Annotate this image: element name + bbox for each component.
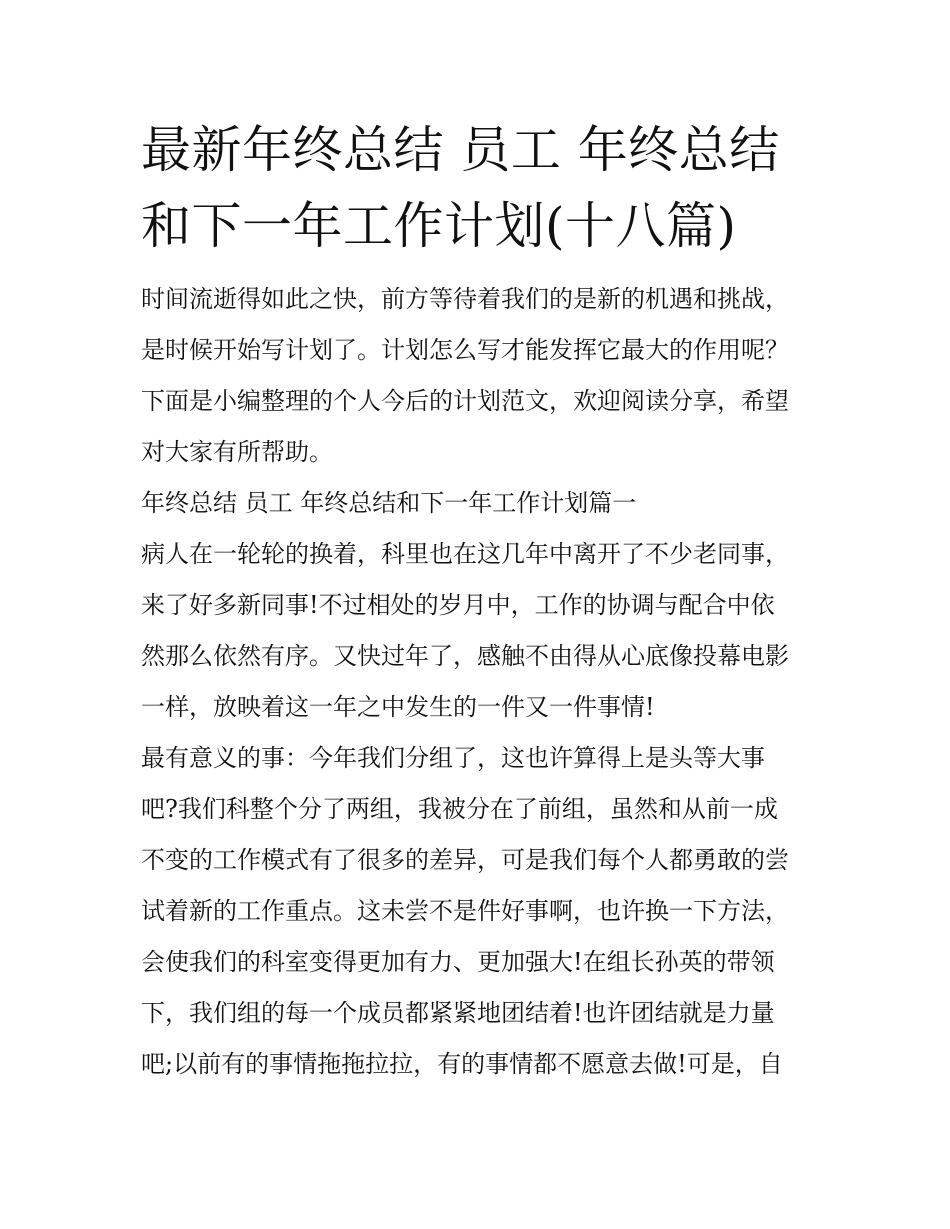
paragraph-line: 试着新的工作重点。这未尝不是件好事啊，也许换一下方法， [141,897,789,925]
intro-paragraph-line-4: 对大家有所帮助。 [141,438,333,466]
paragraph-line: 下，我们组的每一个成员都紧紧地团结着!也许团结就是力量 [141,999,775,1027]
paragraph-line: 不变的工作模式有了很多的差异，可是我们每个人都勇敢的尝 [141,846,789,874]
paragraph-line: 然那么依然有序。又快过年了，感触不由得从心底像投幕电影 [141,642,789,670]
paragraph-line: 最有意义的事：今年我们分组了，这也许算得上是头等大事 [141,744,765,772]
paragraph-line: 吧;以前有的事情拖拖拉拉，有的事情都不愿意去做!可是，自 [141,1050,783,1078]
paragraph-line: 一样，放映着这一年之中发生的一件又一件事情! [141,693,655,721]
paragraph-line: 来了好多新同事!不过相处的岁月中，工作的协调与配合中依 [141,591,775,619]
intro-paragraph-line-1: 时间流逝得如此之快，前方等待着我们的是新的机遇和挑战， [141,285,789,313]
paragraph-line: 病人在一轮轮的换着，科里也在这几年中离开了不少老同事， [141,540,789,568]
section-heading: 年终总结 员工 年终总结和下一年工作计划篇一 [141,489,637,517]
title-line-2: 和下一年工作计划(十八篇) [141,197,737,255]
document-title [141,112,821,264]
document-body [141,274,821,1090]
paragraph-line: 会使我们的科室变得更加有力、更加强大!在组长孙英的带领 [141,948,775,976]
intro-paragraph-line-2: 是时候开始写计划了。计划怎么写才能发挥它最大的作用呢？ [141,336,789,364]
title-line-1: 最新年终总结 员工 年终总结 [141,121,780,179]
paragraph-line: 吧?我们科整个分了两组，我被分在了前组，虽然和从前一成 [141,795,778,823]
intro-paragraph-line-3: 下面是小编整理的个人今后的计划范文，欢迎阅读分享，希望 [141,387,789,415]
document-page [141,112,821,1090]
